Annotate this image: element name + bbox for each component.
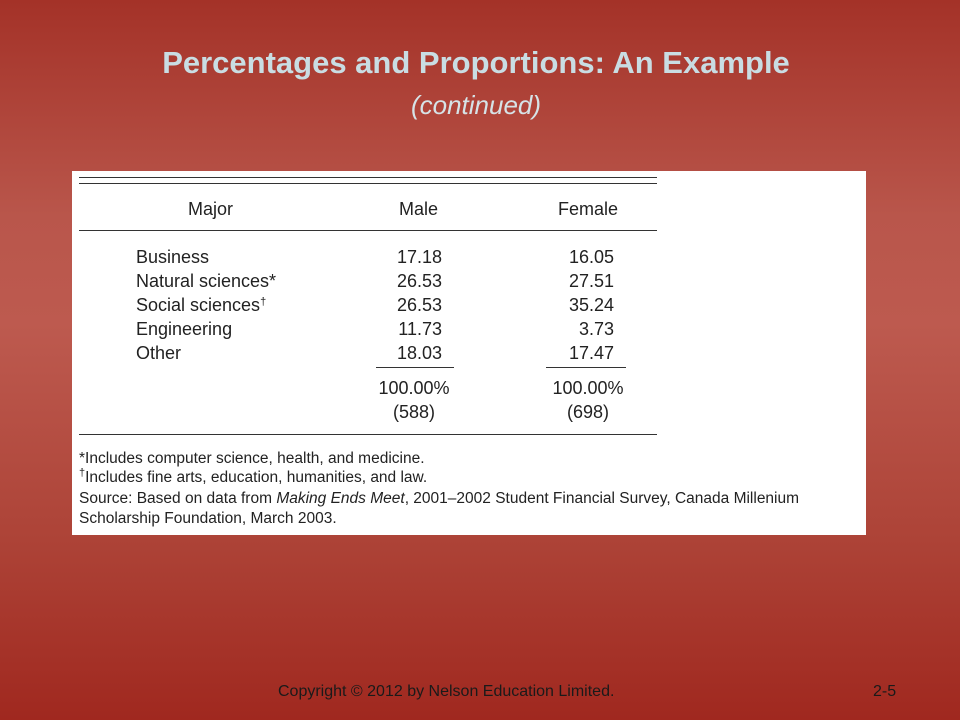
note-source: Source: Based on data from Making Ends Meet, 2001–2002 Student Financial Survey, Canada Millenium (79, 490, 800, 507)
header-male: Male (399, 199, 439, 219)
note-dagger-mark: † (79, 467, 86, 479)
male-total-rule (376, 367, 454, 368)
row-female-other: 17.47 (568, 343, 614, 363)
male-total-percent: 100.00% (378, 378, 450, 398)
male-count: (588) (392, 402, 436, 422)
row-female-business: 16.05 (568, 247, 614, 267)
row-major-business: Business (136, 247, 210, 267)
header-female: Female (558, 199, 619, 219)
female-total-rule (546, 367, 626, 368)
dagger-marker: † (260, 296, 267, 308)
note-source-line2: Scholarship Foundation, March 2003. (79, 510, 337, 527)
row-female-natural-sciences: 27.51 (568, 271, 614, 291)
row-major-natural-sciences: Natural sciences* (136, 271, 277, 291)
row-male-business: 17.18 (396, 247, 442, 267)
row-male-other: 18.03 (396, 343, 442, 363)
top-rule-2 (79, 183, 657, 184)
data-table-panel (72, 171, 866, 535)
slide-subtitle: (continued) (410, 90, 542, 120)
copyright-text: Copyright © 2012 by Nelson Education Limited. (278, 683, 615, 700)
slide-footer (0, 681, 960, 703)
bottom-rule (79, 434, 657, 435)
note-dagger: †Includes fine arts, education, humanities, and law. (79, 467, 428, 486)
header-rule (79, 230, 657, 231)
female-count: (698) (566, 402, 610, 422)
top-rule-1 (79, 177, 657, 178)
row-male-engineering: 11.73 (398, 319, 442, 339)
row-major-engineering: Engineering (136, 319, 233, 339)
row-male-social-sciences: 26.53 (396, 295, 442, 315)
row-female-engineering: 3.73 (578, 319, 614, 339)
page-number: 2-5 (873, 683, 897, 700)
row-major-social-sciences: Social sciences† (136, 295, 267, 315)
slide-title: Percentages and Proportions: An Example (162, 45, 790, 80)
note-star: *Includes computer science, health, and medicine. (79, 450, 425, 467)
row-male-natural-sciences: 26.53 (396, 271, 442, 291)
source-title: Making Ends Meet (276, 490, 405, 507)
female-total-percent: 100.00% (552, 378, 624, 398)
header-major: Major (188, 199, 234, 219)
row-female-social-sciences: 35.24 (568, 295, 614, 315)
row-major-other: Other (136, 343, 182, 363)
